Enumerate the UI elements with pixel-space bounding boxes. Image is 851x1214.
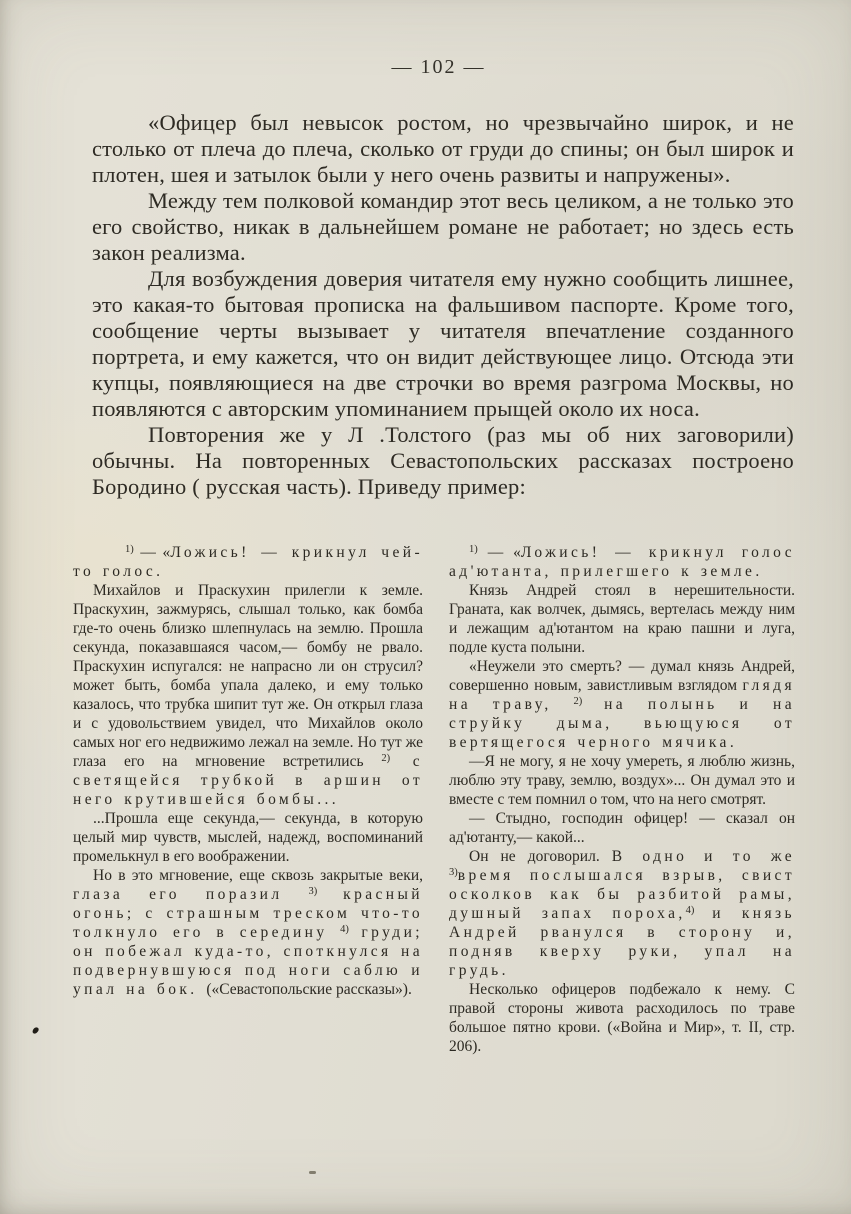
text-run: Он не договорил. <box>469 848 612 865</box>
ink-speck <box>31 1026 39 1035</box>
footnote-ref: 3) <box>308 886 318 897</box>
footnote-ref: 1) <box>469 544 478 555</box>
footnote-ref: 1) <box>125 544 134 555</box>
text-run-spaced: глядя на траву, <box>449 677 795 713</box>
right-quote-opening <box>449 543 795 581</box>
text-run-spaced: В одно и то же <box>611 848 795 865</box>
footnote-ref: 3) <box>449 867 458 878</box>
text-run-spaced: груди; он побежал куда-то, споткнулся на подвернувшуюся под ноги саблю и упал на бок. <box>73 924 423 998</box>
text-run-spaced: красный огонь; с страшным треском что-то толкнуло его в середину <box>73 886 423 941</box>
text-run-spaced: на полынь и на струйку дыма, вьющуюся от вертящегося черного мячика. <box>449 696 795 751</box>
text-run-spaced: Ложись! — крикнул чей-то голос. <box>73 544 424 580</box>
right-paragraph-grenade: Князь Андрей стоял в нерешительности. Граната, как волчек, дымясь, вертелась между ним и лежащим ад'ютантом на краю пашни и луга, подле куста полыни. <box>449 582 795 656</box>
footnote-ref: 4) <box>340 924 349 935</box>
comparison-columns <box>73 543 795 1056</box>
paragraph-commander: Между тем полковой командир этот весь целиком, а не только это его свойство, никак в дальнейшем романе не работает; но здесь есть закон реализма. <box>92 188 794 265</box>
paragraph-officer-quote: «Офицер был невысок ростом, но чрезвычайно широк, и не столько от плеча до плеча, сколько от груди до спины; он был широк и плотен, шея и затылок были у него очень развиты и напружены». <box>92 110 794 187</box>
right-paragraph-explosion <box>449 847 795 980</box>
text-run-spaced: и князь Андрей рванулся в сторону и, подняв кверху руки, упал на грудь. <box>449 905 795 979</box>
column-sevastopol-stories <box>73 543 423 1056</box>
paragraph-repetitions-intro: Повторения же у Л .Толстого (раз мы об них заговорили) обычны. На повторенных Севастопольских рассказах построено Бородино ( русская часть). Приведу пример: <box>92 422 794 499</box>
ink-dash <box>309 1171 316 1174</box>
footnote-ref: 2) <box>573 696 583 707</box>
left-paragraph-second: ...Прошла еще секунда,— секунда, в которую целый мир чувств, мыслей, надежд, воспоминаний промелькнул в его воображении. <box>73 810 423 865</box>
paragraph-realism-law: Для возбуждения доверия читателя ему нужно сообщить лишнее, это какая-то бытовая прописка на фальшивом паспорте. Кроме того, сообщение черты вызывает у читателя впечатление созданного портрета, и ему кажется, что он видит действующее лицо. Отсюда эти купцы, появляющиеся на две строчки во время разгрома Москвы, но появляются с авторским упоминанием прыщей около их носа. <box>92 266 794 421</box>
main-text-block <box>92 110 794 500</box>
text-run-spaced: Ложись! — крикнул голос ад'ютанта, прилегшего к земле. <box>449 544 795 580</box>
text-run: Михайлов и Праскухин прилегли к земле. Праскухин, зажмурясь, слышал только, как бомба где-то очень близко шлепнулась на землю. Прошла секунда, показавшаяся часом,— бомбу не рвало. Праскухин испугался: не напрасно ли он струсил? может быть, бомба упала далеко, и ему только казалось, что трубка шипит тут же. Он открыл глаза и с удовольствием увидел, что Михайлов около самых ног его недвижимо лежал на земле. Но тут же глаза его на мгновение встретились <box>73 582 423 770</box>
text-run: «Неужели это смерть? — думал князь Андрей, совершенно новым, завистливым взглядом <box>449 658 795 694</box>
right-paragraph-blood: Несколько офицеров подбежало к нему. С правой стороны живота расходилось по траве большое пятно крови. («Война и Мир», т. II, стр. 206). <box>449 981 795 1055</box>
source-citation: («Севастопольские рассказы»). <box>206 981 412 998</box>
right-paragraph-shame: — Стыдно, господин офицер! — сказал он ад'ютанту,— какой... <box>449 810 795 846</box>
text-run: — « <box>133 544 171 561</box>
right-paragraph-love-life: —Я не могу, я не хочу умереть, я люблю жизнь, люблю эту траву, землю, воздух»... Он думал это и вместе с тем помнил о том, что на него смотрят. <box>449 753 795 808</box>
footnote-ref: 2) <box>381 753 391 764</box>
text-run: — « <box>477 544 521 561</box>
column-war-and-peace <box>449 543 795 1056</box>
left-paragraph-explosion <box>73 866 423 999</box>
text-run-spaced: глаза его поразил <box>73 886 309 903</box>
text-run-spaced: с светящейся трубкой в аршин от него крутившейся бомбы... <box>73 753 424 808</box>
page-number: — 102 — <box>391 56 486 78</box>
left-paragraph-bomb <box>73 581 423 809</box>
text-run: Но в это мгновение, еще сквозь закрытые веки, <box>93 867 423 884</box>
footnote-ref: 4) <box>685 905 695 916</box>
left-quote-opening <box>73 543 423 581</box>
right-paragraph-death-thought <box>449 657 795 752</box>
text-run-spaced: время послышался взрыв, свист осколков как бы разбитой рамы, душный запах пороха, <box>449 867 795 922</box>
